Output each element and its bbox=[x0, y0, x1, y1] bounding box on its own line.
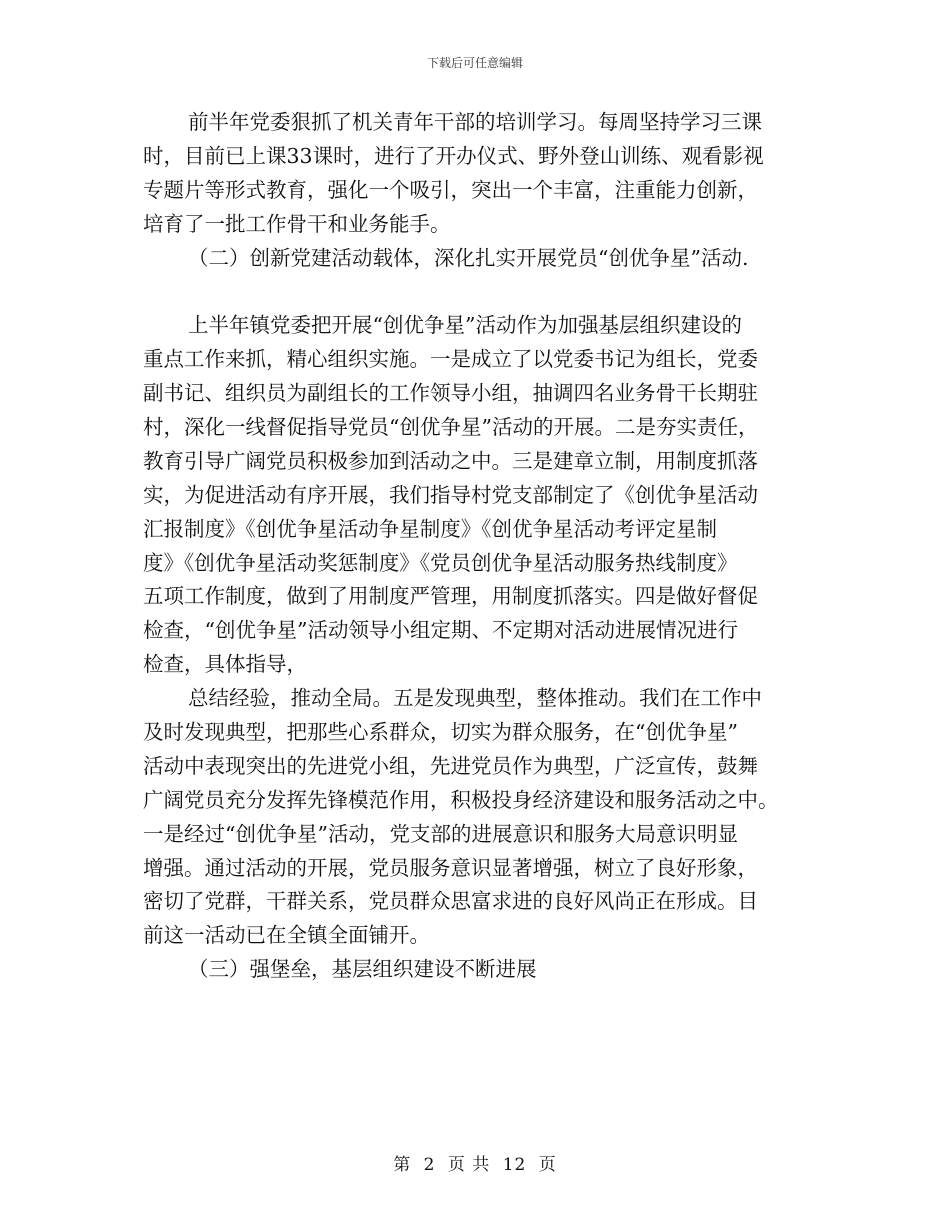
paragraph-line: 培育了一批工作骨干和业务能手。 bbox=[143, 211, 451, 236]
footer-suffix: 页 bbox=[538, 1155, 557, 1175]
paragraph-line: 及时发现典型，把那些心系群众，切实为群众服务，在“创优争星” bbox=[143, 720, 738, 745]
paragraph-line: 实，为促进活动有序开展，我们指导村党支部制定了《创优争星活动 bbox=[143, 482, 758, 507]
paragraph-line: 检查，具体指导， bbox=[143, 652, 307, 677]
paragraph-line: 前半年党委狠抓了机关青年干部的培训学习。每周坚持学习三课 bbox=[188, 110, 762, 134]
footer-middle: 页 共 bbox=[447, 1155, 491, 1175]
blank-line bbox=[143, 275, 815, 309]
paragraph-line: 专题片等形式教育，强化一个吸引，突出一个丰富，注重能力创新， bbox=[143, 177, 758, 202]
paragraph-line: 一是经过“创优争星”活动，党支部的进展意识和服务大局意识明显 bbox=[143, 821, 738, 846]
paragraph-line: 活动中表现突出的先进党小组，先进党员作为典型，广泛宣传，鼓舞 bbox=[143, 753, 758, 778]
section-heading: （二）创新党建活动载体，深化扎实开展党员“创优争星”活动. bbox=[188, 245, 749, 270]
paragraph-line: 检查，“创优争星”活动领导小组定期、不定期对活动进展情况进行 bbox=[143, 618, 738, 643]
paragraph-line: 汇报制度》《创优争星活动争星制度》《创优争星活动考评定星制 bbox=[143, 516, 717, 541]
document-body bbox=[143, 106, 815, 987]
paragraph-line: 密切了党群，干群关系，党员群众思富求进的良好风尚正在形成。目 bbox=[143, 889, 758, 914]
paragraph-line: 五项工作制度，做到了用制度严管理，用制度抓落实。四是做好督促 bbox=[143, 584, 758, 609]
paragraph-line: 时，目前已上课33课时，进行了开办仪式、野外登山训练、观看影视 bbox=[143, 143, 764, 168]
total-page-count: 12 bbox=[502, 1155, 527, 1175]
paragraph-line: 教育引导广阔党员积极参加到活动之中。三是建章立制，用制度抓落 bbox=[143, 448, 758, 473]
header-note: 下载后可任意编辑 bbox=[426, 56, 523, 70]
paragraph-line: 上半年镇党委把开展“创优争星”活动作为加强基层组织建设的 bbox=[188, 313, 742, 338]
section-heading: （三）强堡垒，基层组织建设不断进展 bbox=[188, 957, 537, 982]
paragraph-line: 重点工作来抓，精心组织实施。一是成立了以党委书记为组长，党委 bbox=[143, 347, 758, 372]
paragraph-line: 广阔党员充分发挥先锋模范作用，积极投身经济建设和服务活动之中。 bbox=[143, 787, 779, 812]
paragraph-line: 总结经验，推动全局。五是发现典型，整体推动。我们在工作中 bbox=[188, 686, 762, 711]
page-footer bbox=[0, 1150, 950, 1175]
paragraph-line: 村，深化一线督促指导党员“创优争星”活动的开展。二是夯实责任， bbox=[143, 415, 759, 440]
paragraph-line: 副书记、组织员为副组长的工作领导小组，抽调四名业务骨干长期驻 bbox=[143, 381, 758, 406]
paragraph-line: 增强。通过活动的开展，党员服务意识显著增强，树立了良好形象， bbox=[143, 855, 758, 880]
current-page-number: 2 bbox=[423, 1155, 436, 1175]
paragraph-line: 度》《创优争星活动奖惩制度》《党员创优争星活动服务热线制度》 bbox=[143, 550, 738, 575]
paragraph-line: 前这一活动已在全镇全面铺开。 bbox=[143, 923, 430, 948]
footer-prefix: 第 bbox=[393, 1155, 412, 1175]
